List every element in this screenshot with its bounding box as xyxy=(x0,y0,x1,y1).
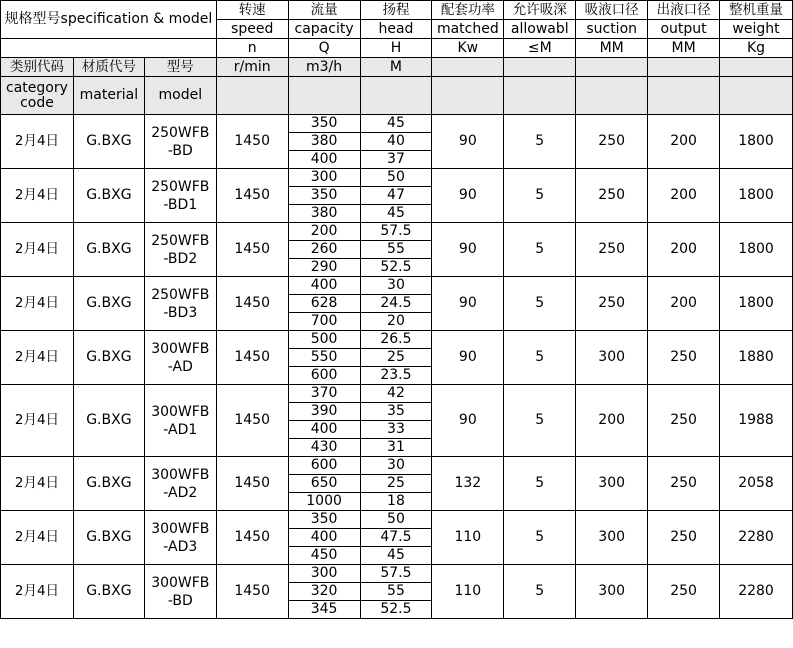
capacity-cell: 400 xyxy=(288,277,360,295)
suction-diameter-cell: 300 xyxy=(576,565,648,619)
model-cell xyxy=(144,331,216,385)
output-diameter-cell: 250 xyxy=(648,385,720,457)
capacity-cell: 290 xyxy=(288,259,360,277)
category-code-cell: 2月4日 xyxy=(1,385,74,457)
col-header-unit-spacer xyxy=(1,39,217,58)
head-cell: 25 xyxy=(360,475,432,493)
model-line-2: -BD2 xyxy=(163,250,198,267)
col-header-unit2: r/min xyxy=(216,58,288,77)
capacity-cell: 380 xyxy=(288,133,360,151)
head-cell: 30 xyxy=(360,457,432,475)
model-line-2: -AD xyxy=(167,358,193,375)
speed-cell: 1450 xyxy=(216,169,288,223)
capacity-cell: 380 xyxy=(288,205,360,223)
col-header-unit2: m3/h xyxy=(288,58,360,77)
header-blank xyxy=(432,77,504,115)
category-code-cell: 2月4日 xyxy=(1,565,74,619)
power-cell: 132 xyxy=(432,457,504,511)
col-header-unit: Kg xyxy=(720,39,793,58)
header-blank xyxy=(576,77,648,115)
model-line-1: 300WFB xyxy=(151,403,210,420)
header-blank xyxy=(360,77,432,115)
weight-cell: 1880 xyxy=(720,331,793,385)
head-cell: 52.5 xyxy=(360,259,432,277)
weight-cell: 1988 xyxy=(720,385,793,457)
capacity-cell: 600 xyxy=(288,367,360,385)
material-cell: G.BXG xyxy=(73,115,144,169)
power-cell: 90 xyxy=(432,385,504,457)
output-diameter-cell: 200 xyxy=(648,223,720,277)
model-cell xyxy=(144,457,216,511)
col-header-cn: 转速 xyxy=(216,1,288,20)
col-header-en: speed xyxy=(216,20,288,39)
category-code-en-header: category code xyxy=(1,77,74,115)
col-header-unit2 xyxy=(648,58,720,77)
speed-cell: 1450 xyxy=(216,223,288,277)
suction-depth-cell: 5 xyxy=(504,331,576,385)
head-cell: 33 xyxy=(360,421,432,439)
weight-cell: 1800 xyxy=(720,223,793,277)
capacity-cell: 345 xyxy=(288,601,360,619)
suction-depth-cell: 5 xyxy=(504,277,576,331)
model-en-header: model xyxy=(144,77,216,115)
suction-diameter-cell: 250 xyxy=(576,115,648,169)
model-line-1: 300WFB xyxy=(151,340,210,357)
speed-cell: 1450 xyxy=(216,277,288,331)
power-cell: 90 xyxy=(432,115,504,169)
category-code-cell: 2月4日 xyxy=(1,277,74,331)
material-cell: G.BXG xyxy=(73,223,144,277)
suction-diameter-cell: 250 xyxy=(576,277,648,331)
capacity-cell: 320 xyxy=(288,583,360,601)
capacity-cell: 600 xyxy=(288,457,360,475)
model-line-2: -AD2 xyxy=(163,484,198,501)
col-header-unit2 xyxy=(432,58,504,77)
speed-cell: 1450 xyxy=(216,385,288,457)
model-line-2: -AD1 xyxy=(163,421,198,438)
power-cell: 90 xyxy=(432,169,504,223)
capacity-cell: 400 xyxy=(288,421,360,439)
col-header-cn: 吸液口径 xyxy=(576,1,648,20)
category-code-cell: 2月4日 xyxy=(1,511,74,565)
output-diameter-cell: 250 xyxy=(648,331,720,385)
category-code-cell: 2月4日 xyxy=(1,331,74,385)
model-cell xyxy=(144,385,216,457)
model-line-2: -BD xyxy=(167,142,193,159)
capacity-cell: 300 xyxy=(288,565,360,583)
model-line-1: 250WFB xyxy=(151,286,210,303)
suction-depth-cell: 5 xyxy=(504,511,576,565)
material-cell: G.BXG xyxy=(73,511,144,565)
suction-diameter-cell: 200 xyxy=(576,385,648,457)
weight-cell: 1800 xyxy=(720,115,793,169)
output-diameter-cell: 200 xyxy=(648,169,720,223)
capacity-cell: 300 xyxy=(288,169,360,187)
suction-depth-cell: 5 xyxy=(504,385,576,457)
head-cell: 35 xyxy=(360,403,432,421)
model-line-2: -AD3 xyxy=(163,538,198,555)
col-header-unit2 xyxy=(720,58,793,77)
col-header-cn: 出液口径 xyxy=(648,1,720,20)
col-header-en: weight xyxy=(720,20,793,39)
header-blank xyxy=(720,77,793,115)
header-blank xyxy=(288,77,360,115)
speed-cell: 1450 xyxy=(216,457,288,511)
col-header-cn: 流量 xyxy=(288,1,360,20)
suction-depth-cell: 5 xyxy=(504,223,576,277)
power-cell: 110 xyxy=(432,565,504,619)
col-header-unit2 xyxy=(504,58,576,77)
head-cell: 55 xyxy=(360,583,432,601)
capacity-cell: 390 xyxy=(288,403,360,421)
head-cell: 26.5 xyxy=(360,331,432,349)
col-header-unit: MM xyxy=(648,39,720,58)
col-header-en: matched xyxy=(432,20,504,39)
weight-cell: 2280 xyxy=(720,565,793,619)
model-cn-header: 型号 xyxy=(144,58,216,77)
head-cell: 24.5 xyxy=(360,295,432,313)
col-header-en: head xyxy=(360,20,432,39)
suction-diameter-cell: 250 xyxy=(576,169,648,223)
header-blank xyxy=(504,77,576,115)
head-cell: 40 xyxy=(360,133,432,151)
capacity-cell: 628 xyxy=(288,295,360,313)
head-cell: 42 xyxy=(360,385,432,403)
model-cell xyxy=(144,277,216,331)
head-cell: 37 xyxy=(360,151,432,169)
head-cell: 57.5 xyxy=(360,565,432,583)
capacity-cell: 260 xyxy=(288,241,360,259)
col-header-unit: H xyxy=(360,39,432,58)
category-code-cell: 2月4日 xyxy=(1,115,74,169)
capacity-cell: 500 xyxy=(288,331,360,349)
head-cell: 50 xyxy=(360,169,432,187)
model-line-2: -BD3 xyxy=(163,304,198,321)
capacity-cell: 400 xyxy=(288,151,360,169)
material-en-header: material xyxy=(73,77,144,115)
output-diameter-cell: 250 xyxy=(648,457,720,511)
col-header-cn: 允许吸深 xyxy=(504,1,576,20)
model-line-1: 250WFB xyxy=(151,232,210,249)
col-header-unit: Q xyxy=(288,39,360,58)
capacity-cell: 430 xyxy=(288,439,360,457)
capacity-cell: 550 xyxy=(288,349,360,367)
col-header-unit2 xyxy=(576,58,648,77)
col-header-unit: MM xyxy=(576,39,648,58)
head-cell: 45 xyxy=(360,115,432,133)
suction-diameter-cell: 250 xyxy=(576,223,648,277)
capacity-cell: 350 xyxy=(288,187,360,205)
head-cell: 47.5 xyxy=(360,529,432,547)
output-diameter-cell: 250 xyxy=(648,511,720,565)
col-header-unit2: M xyxy=(360,58,432,77)
category-code-cell: 2月4日 xyxy=(1,223,74,277)
capacity-cell: 350 xyxy=(288,115,360,133)
head-cell: 55 xyxy=(360,241,432,259)
category-code-cn-header: 类别代码 xyxy=(1,58,74,77)
model-cell xyxy=(144,115,216,169)
weight-cell: 2058 xyxy=(720,457,793,511)
col-header-en: output xyxy=(648,20,720,39)
model-line-2: -BD xyxy=(167,592,193,609)
head-cell: 45 xyxy=(360,205,432,223)
head-cell: 57.5 xyxy=(360,223,432,241)
model-line-1: 300WFB xyxy=(151,466,210,483)
material-cell: G.BXG xyxy=(73,331,144,385)
power-cell: 110 xyxy=(432,511,504,565)
material-cell: G.BXG xyxy=(73,457,144,511)
power-cell: 90 xyxy=(432,277,504,331)
material-cell: G.BXG xyxy=(73,565,144,619)
suction-diameter-cell: 300 xyxy=(576,457,648,511)
material-cell: G.BXG xyxy=(73,277,144,331)
suction-depth-cell: 5 xyxy=(504,457,576,511)
model-line-1: 300WFB xyxy=(151,574,210,591)
weight-cell: 1800 xyxy=(720,277,793,331)
suction-depth-cell: 5 xyxy=(504,565,576,619)
output-diameter-cell: 200 xyxy=(648,277,720,331)
capacity-cell: 1000 xyxy=(288,493,360,511)
weight-cell: 2280 xyxy=(720,511,793,565)
power-cell: 90 xyxy=(432,223,504,277)
capacity-cell: 650 xyxy=(288,475,360,493)
speed-cell: 1450 xyxy=(216,511,288,565)
model-line-1: 300WFB xyxy=(151,520,210,537)
head-cell: 18 xyxy=(360,493,432,511)
col-header-cn: 整机重量 xyxy=(720,1,793,20)
spec-model-header: 规格型号specification & model xyxy=(1,1,217,39)
speed-cell: 1450 xyxy=(216,331,288,385)
col-header-en: suction xyxy=(576,20,648,39)
speed-cell: 1450 xyxy=(216,115,288,169)
head-cell: 47 xyxy=(360,187,432,205)
category-code-cell: 2月4日 xyxy=(1,457,74,511)
power-cell: 90 xyxy=(432,331,504,385)
head-cell: 25 xyxy=(360,349,432,367)
material-cell: G.BXG xyxy=(73,385,144,457)
head-cell: 31 xyxy=(360,439,432,457)
col-header-unit: n xyxy=(216,39,288,58)
capacity-cell: 400 xyxy=(288,529,360,547)
suction-diameter-cell: 300 xyxy=(576,331,648,385)
suction-diameter-cell: 300 xyxy=(576,511,648,565)
model-cell xyxy=(144,511,216,565)
model-line-2: -BD1 xyxy=(163,196,198,213)
speed-cell: 1450 xyxy=(216,565,288,619)
model-cell xyxy=(144,169,216,223)
header-blank xyxy=(216,77,288,115)
capacity-cell: 200 xyxy=(288,223,360,241)
col-header-unit: Kw xyxy=(432,39,504,58)
model-cell xyxy=(144,223,216,277)
header-blank xyxy=(648,77,720,115)
capacity-cell: 370 xyxy=(288,385,360,403)
head-cell: 50 xyxy=(360,511,432,529)
capacity-cell: 700 xyxy=(288,313,360,331)
weight-cell: 1800 xyxy=(720,169,793,223)
head-cell: 52.5 xyxy=(360,601,432,619)
output-diameter-cell: 200 xyxy=(648,115,720,169)
head-cell: 20 xyxy=(360,313,432,331)
model-cell xyxy=(144,565,216,619)
material-cn-header: 材质代号 xyxy=(73,58,144,77)
category-code-cell: 2月4日 xyxy=(1,169,74,223)
suction-depth-cell: 5 xyxy=(504,169,576,223)
capacity-cell: 350 xyxy=(288,511,360,529)
capacity-cell: 450 xyxy=(288,547,360,565)
col-header-en: capacity xyxy=(288,20,360,39)
col-header-en: allowabl xyxy=(504,20,576,39)
model-line-1: 250WFB xyxy=(151,178,210,195)
head-cell: 45 xyxy=(360,547,432,565)
col-header-unit: ≤M xyxy=(504,39,576,58)
col-header-cn: 扬程 xyxy=(360,1,432,20)
material-cell: G.BXG xyxy=(73,169,144,223)
head-cell: 30 xyxy=(360,277,432,295)
model-line-1: 250WFB xyxy=(151,124,210,141)
col-header-cn: 配套功率 xyxy=(432,1,504,20)
head-cell: 23.5 xyxy=(360,367,432,385)
suction-depth-cell: 5 xyxy=(504,115,576,169)
output-diameter-cell: 250 xyxy=(648,565,720,619)
